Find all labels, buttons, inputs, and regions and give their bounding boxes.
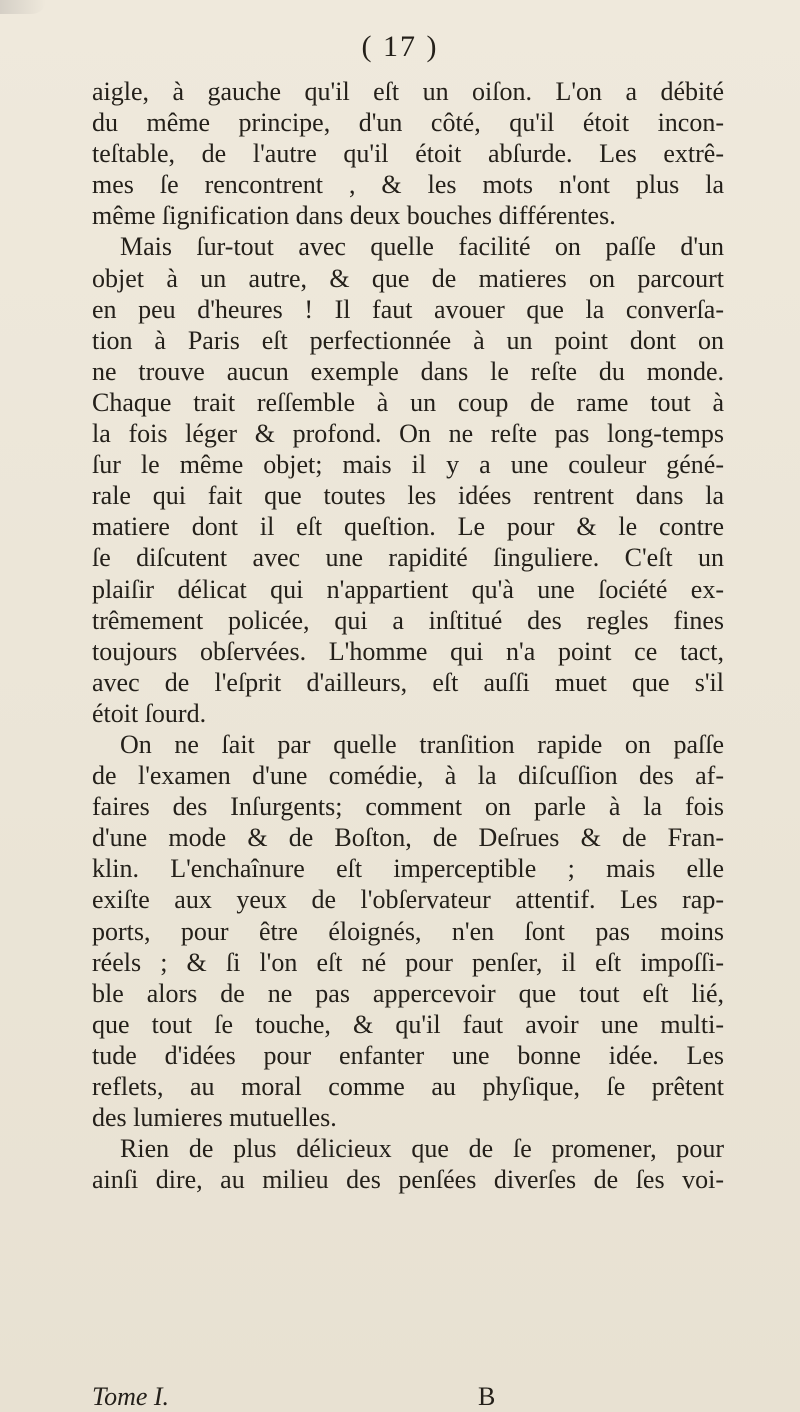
text-line: ſur le même objet; mais il y a une couleur géné- xyxy=(92,450,724,480)
text-line: du même principe, d'un côté, qu'il étoit incon- xyxy=(92,108,724,138)
text-line: des lumieres mutuelles. xyxy=(92,1103,337,1133)
text-line: d'une mode & de Boſton, de Deſrues & de Fran- xyxy=(92,823,724,853)
text-line: étoit ſourd. xyxy=(92,698,207,728)
text-line: tion à Paris eſt perfectionnée à un point dont on xyxy=(92,325,724,355)
text-line: réels ; & ſi l'on eſt né pour penſer, il eſt impoſſi- xyxy=(92,947,724,977)
text-line: ainſi dire, au milieu des penſées diverſes de ſes voi- xyxy=(92,1165,724,1195)
page-footer xyxy=(92,1381,724,1412)
volume-label: Tome I. xyxy=(92,1382,170,1411)
text-line: toujours obſervées. L'homme qui n'a point ce tact, xyxy=(92,636,724,666)
text-line: de l'examen d'une comédie, à la diſcuſſion des af- xyxy=(92,761,724,791)
text-line: exiſte aux yeux de l'obſervateur attentif. Les rap- xyxy=(92,885,724,915)
text-line: aigle, à gauche qu'il eſt un oiſon. L'on a débité xyxy=(92,77,724,106)
text-line: avec de l'eſprit d'ailleurs, eſt auſſi muet que s'il xyxy=(92,667,724,697)
text-line: objet à un autre, & que de matieres on parcourt xyxy=(92,263,724,293)
text-line: Mais ſur-tout avec quelle facilité on paſſe d'un xyxy=(120,232,724,262)
text-line: teſtable, de l'autre qu'il étoit abſurde. Les extrê- xyxy=(92,139,724,169)
text-line: que tout ſe touche, & qu'il faut avoir une multi- xyxy=(92,1009,724,1039)
text-line: ſe diſcutent avec une rapidité ſinguliere. C'eſt un xyxy=(92,543,724,573)
text-line: plaiſir délicat qui n'appartient qu'à une ſociété ex- xyxy=(92,574,724,604)
text-line: ports, pour être éloignés, n'en ſont pas moins xyxy=(92,916,724,946)
page-number: ( 17 ) xyxy=(361,30,439,63)
page-corner-stain xyxy=(0,0,46,14)
text-line: matiere dont il eſt queſtion. Le pour & le contre xyxy=(92,512,724,542)
text-line: en peu d'heures ! Il faut avouer que la converſa- xyxy=(92,294,724,324)
text-line: rale qui fait que toutes les idées rentrent dans la xyxy=(92,481,724,511)
text-line: trêmement policée, qui a inſtitué des regles fines xyxy=(92,605,724,635)
text-line: Chaque trait reſſemble à un coup de rame tout à xyxy=(92,387,724,417)
text-line: tude d'idées pour enfanter une bonne idée. Les xyxy=(92,1040,724,1070)
text-line: même ſignification dans deux bouches différentes. xyxy=(92,201,616,231)
body-text xyxy=(92,76,724,1195)
text-line: reflets, au moral comme au phyſique, ſe prêtent xyxy=(92,1072,724,1101)
text-line: ne trouve aucun exemple dans le reſte du monde. xyxy=(92,356,724,386)
text-line: faires des Inſurgents; comment on parle à la fois xyxy=(92,792,724,822)
text-line: klin. L'enchaînure eſt imperceptible ; mais elle xyxy=(92,854,724,884)
text-line: mes ſe rencontrent , & les mots n'ont plus la xyxy=(92,170,724,200)
text-line: On ne ſait par quelle tranſition rapide on paſſe xyxy=(120,729,724,759)
text-line: la fois léger & profond. On ne reſte pas long-temps xyxy=(92,419,724,449)
text-line: ble alors de ne pas appercevoir que tout eſt lié, xyxy=(92,978,724,1008)
text-line: Rien de plus délicieux que de ſe promener, pour xyxy=(120,1134,724,1164)
signature-mark: B xyxy=(478,1382,496,1411)
